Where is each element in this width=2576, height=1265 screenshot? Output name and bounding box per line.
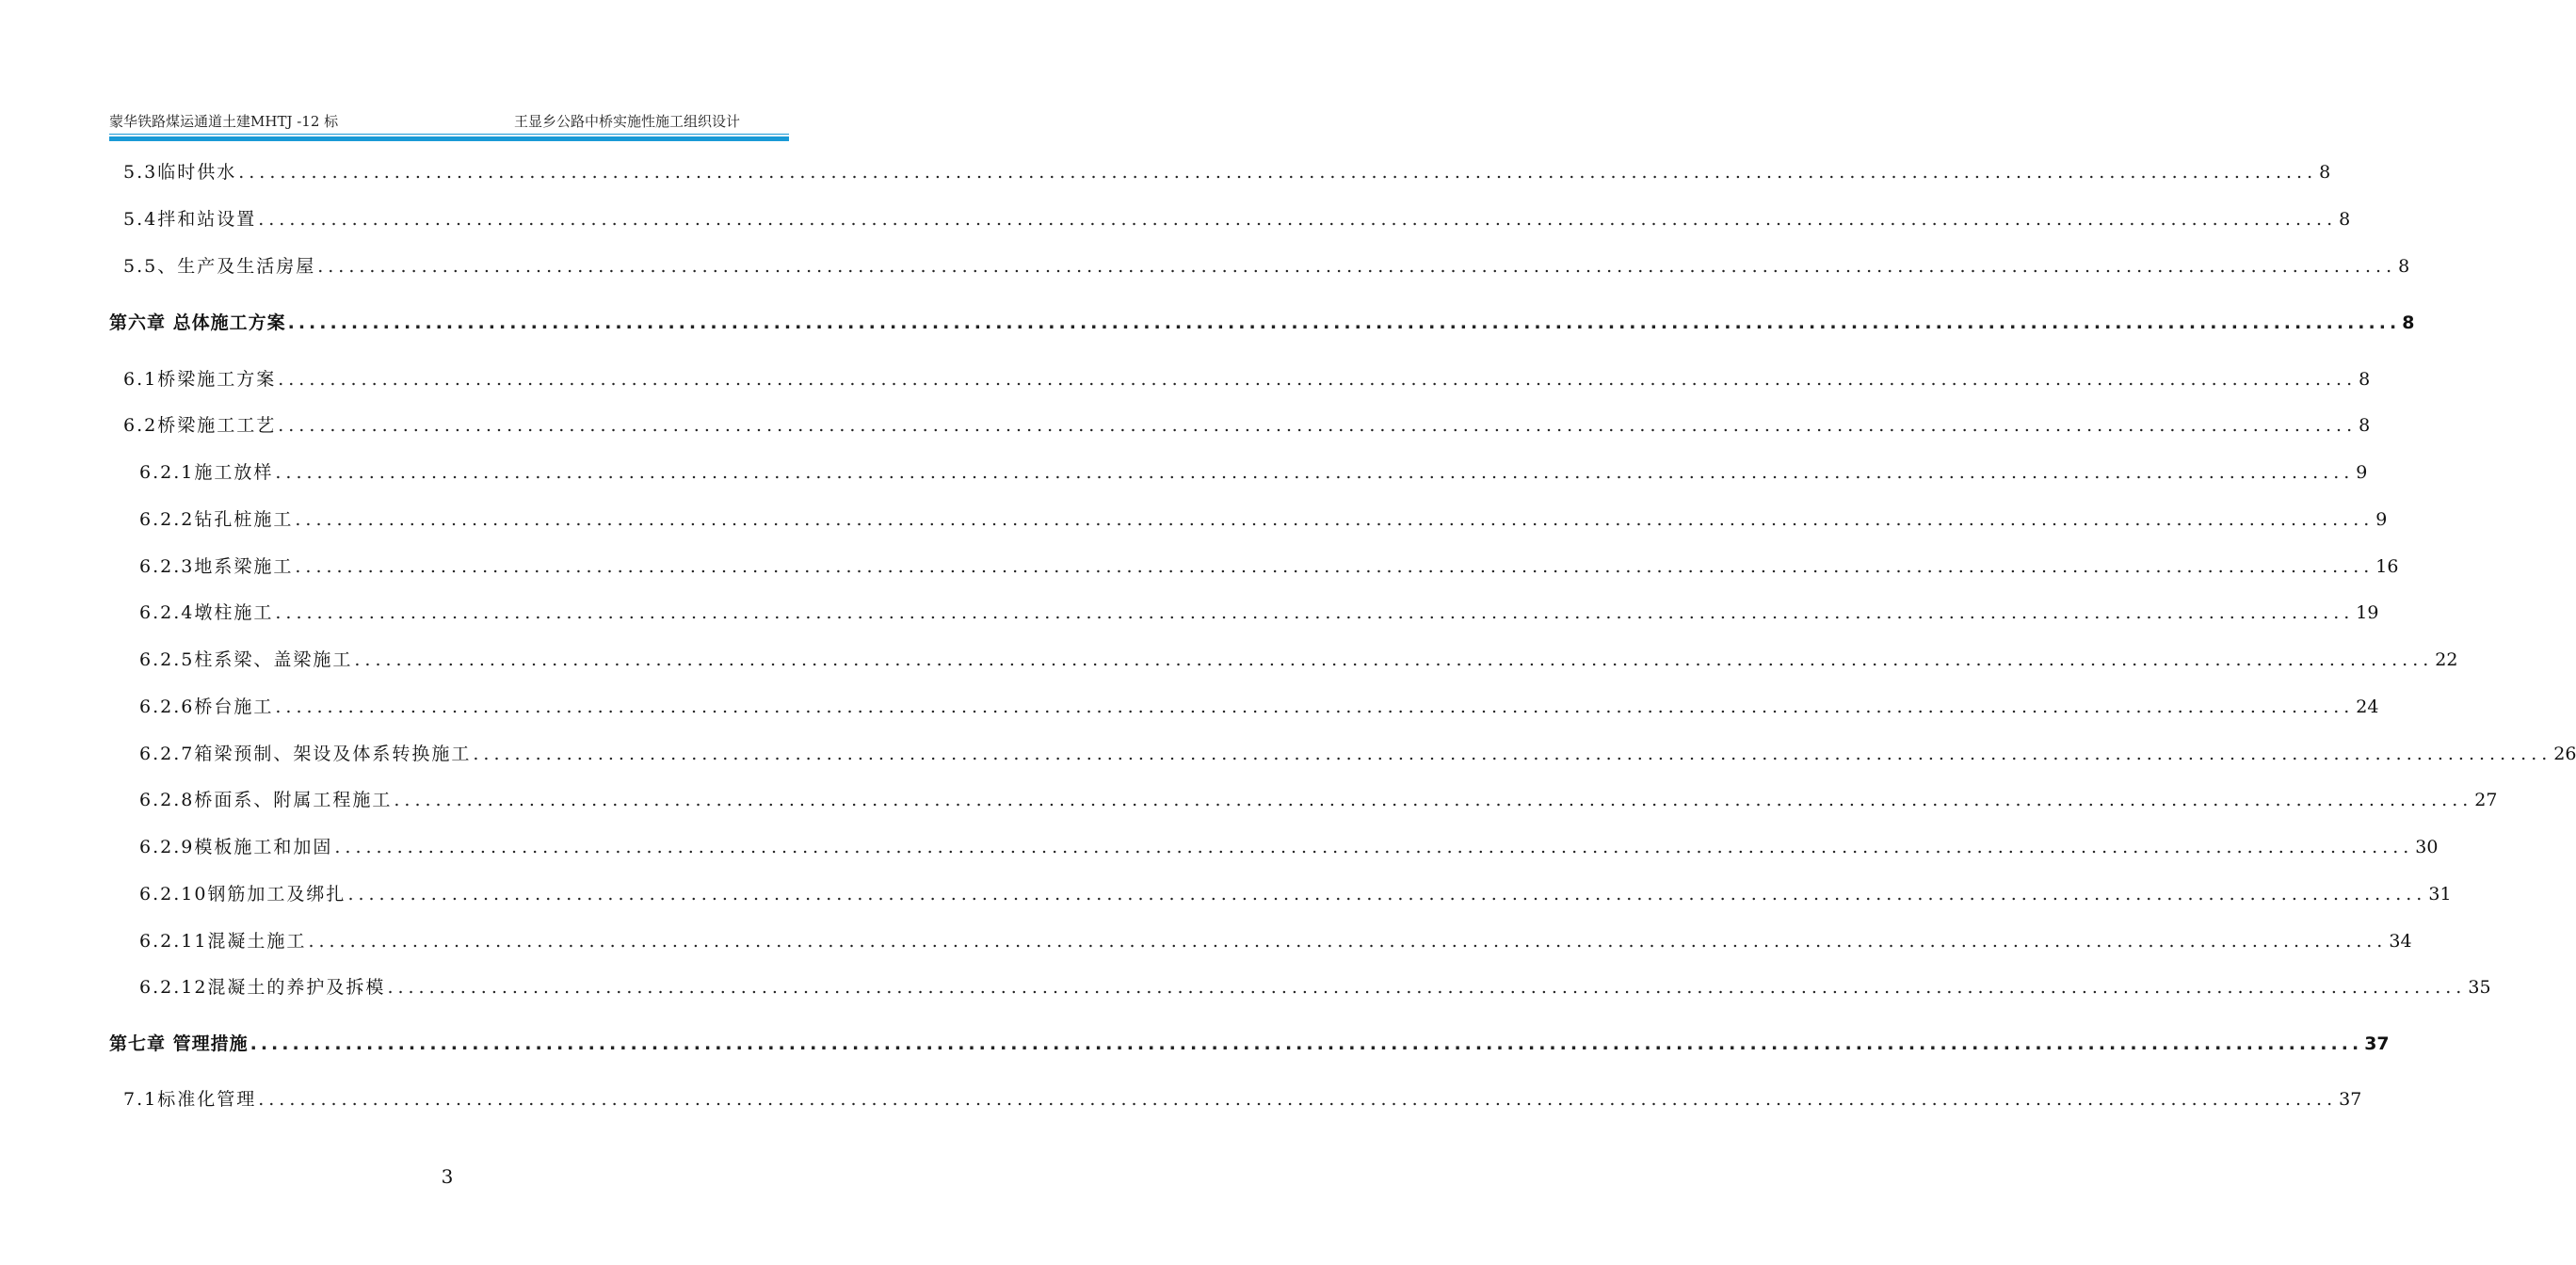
toc-entry[interactable] <box>139 927 2412 955</box>
toc-entry-page: 8 <box>2398 256 2410 277</box>
toc-entry[interactable] <box>139 693 2379 721</box>
toc-entry-page: 27 <box>2474 790 2498 810</box>
toc-entry[interactable] <box>123 205 2351 233</box>
toc-entry-label: 第七章 管理措施 <box>109 1033 249 1054</box>
toc-entry-label: 6.2.1施工放样 <box>139 462 274 483</box>
toc-leader-dots: ........................................................................................................................................................................................................ <box>275 697 2355 717</box>
toc-leader-dots: ........................................................................................................................................................................................................ <box>275 462 2355 483</box>
toc-leader-dots: ........................................................................................................................................................................................................ <box>287 312 2401 333</box>
toc-leader-dots: ........................................................................................................................................................................................................ <box>317 256 2397 277</box>
toc-entry-label: 6.2.12混凝土的养护及拆模 <box>139 977 386 998</box>
toc-entry[interactable] <box>139 505 2388 534</box>
toc-leader-dots: ........................................................................................................................................................................................................ <box>278 369 2358 390</box>
toc-entry[interactable] <box>123 252 2410 280</box>
toc-leader-dots: ........................................................................................................................................................................................................ <box>250 1033 2363 1054</box>
toc-entry-label: 6.2.9模板施工和加固 <box>139 837 333 857</box>
toc-entry-label: 6.2.10钢筋加工及绑扎 <box>139 884 346 905</box>
toc-leader-dots: ........................................................................................................................................................................................................ <box>278 415 2358 436</box>
toc-entry-label: 7.1标准化管理 <box>123 1089 257 1110</box>
toc-entry-page: 24 <box>2356 697 2379 717</box>
toc-entry-page: 8 <box>2402 312 2415 333</box>
toc-entry-page: 31 <box>2428 884 2452 905</box>
toc-entry-page: 37 <box>2364 1033 2390 1054</box>
toc-entry-label: 5.4拌和站设置 <box>123 209 257 230</box>
toc-leader-dots: ........................................................................................................................................................................................................ <box>295 556 2375 577</box>
toc-entry-label: 第六章 总体施工方案 <box>109 312 286 333</box>
toc-leader-dots: ........................................................................................................................................................................................................ <box>295 509 2375 530</box>
toc-entry-label: 6.2.3地系梁施工 <box>139 556 294 577</box>
toc-entry-label: 6.2.8桥面系、附属工程施工 <box>139 790 393 810</box>
toc-leader-dots: ........................................................................................................................................................................................................ <box>238 162 2318 183</box>
toc-entry-page: 9 <box>2356 462 2368 483</box>
toc-entry[interactable] <box>123 1085 2362 1113</box>
toc-entry-label: 6.2桥梁施工工艺 <box>123 415 277 436</box>
toc-entry[interactable] <box>139 880 2452 908</box>
toc-leader-dots: ........................................................................................................................................................................................................ <box>387 977 2467 998</box>
toc-entry-page: 37 <box>2339 1089 2362 1110</box>
toc-entry-page: 8 <box>2339 209 2351 230</box>
toc-leader-dots: ........................................................................................................................................................................................................ <box>258 209 2338 230</box>
toc-leader-dots: ........................................................................................................................................................................................................ <box>258 1089 2338 1110</box>
toc-entry[interactable] <box>139 599 2379 627</box>
toc-leader-dots: ........................................................................................................................................................................................................ <box>347 884 2427 905</box>
toc-entry[interactable] <box>139 458 2368 487</box>
toc-entry[interactable] <box>139 646 2458 674</box>
toc-entry-page: 35 <box>2468 977 2491 998</box>
toc-entry-page: 26 <box>2553 744 2576 764</box>
toc-leader-dots: ........................................................................................................................................................................................................ <box>334 837 2414 857</box>
toc-entry-label: 6.2.6桥台施工 <box>139 697 274 717</box>
toc-leader-dots: ........................................................................................................................................................................................................ <box>473 744 2552 764</box>
toc-entry-label: 6.2.2钻孔桩施工 <box>139 509 294 530</box>
toc-entry-label: 5.5、生产及生活房屋 <box>123 256 316 277</box>
toc-entry[interactable] <box>123 158 2331 186</box>
toc-entry-page: 22 <box>2435 649 2458 670</box>
toc-entry[interactable] <box>123 411 2371 440</box>
toc-entry-label: 6.1桥梁施工方案 <box>123 369 277 390</box>
toc-entry-page: 8 <box>2359 369 2371 390</box>
toc-entry[interactable] <box>139 740 2576 768</box>
toc-leader-dots: ........................................................................................................................................................................................................ <box>308 931 2388 952</box>
toc-chapter-entry[interactable] <box>109 1030 2390 1058</box>
toc-entry-label: 6.2.11混凝土施工 <box>139 931 307 952</box>
toc-entry[interactable] <box>139 552 2399 581</box>
toc-entry[interactable] <box>139 786 2498 814</box>
header-project-name: 蒙华铁路煤运通道土建MHTJ -12 标 <box>109 113 339 130</box>
toc-chapter-entry[interactable] <box>109 309 2415 337</box>
toc-entry-page: 19 <box>2356 602 2379 623</box>
toc-entry-label: 6.2.4墩柱施工 <box>139 602 274 623</box>
toc-leader-dots: ........................................................................................................................................................................................................ <box>394 790 2473 810</box>
toc-entry-page: 8 <box>2319 162 2331 183</box>
toc-entry-page: 9 <box>2375 509 2388 530</box>
toc-entry-page: 16 <box>2375 556 2399 577</box>
toc-entry-page: 8 <box>2359 415 2371 436</box>
toc-entry-label: 5.3临时供水 <box>123 162 237 183</box>
toc-entry-label: 6.2.5柱系梁、盖梁施工 <box>139 649 353 670</box>
header-document-title: 王显乡公路中桥实施性施工组织设计 <box>513 113 740 130</box>
toc-entry-page: 30 <box>2415 837 2439 857</box>
toc-entry-label: 6.2.7箱梁预制、架设及体系转换施工 <box>139 744 472 764</box>
toc-leader-dots: ........................................................................................................................................................................................................ <box>275 602 2355 623</box>
toc-leader-dots: ........................................................................................................................................................................................................ <box>354 649 2434 670</box>
toc-entry[interactable] <box>123 365 2371 393</box>
page-number: 3 <box>441 1165 454 1188</box>
toc-entry[interactable] <box>139 973 2491 1001</box>
toc-entry[interactable] <box>139 833 2439 861</box>
toc-entry-page: 34 <box>2389 931 2412 952</box>
